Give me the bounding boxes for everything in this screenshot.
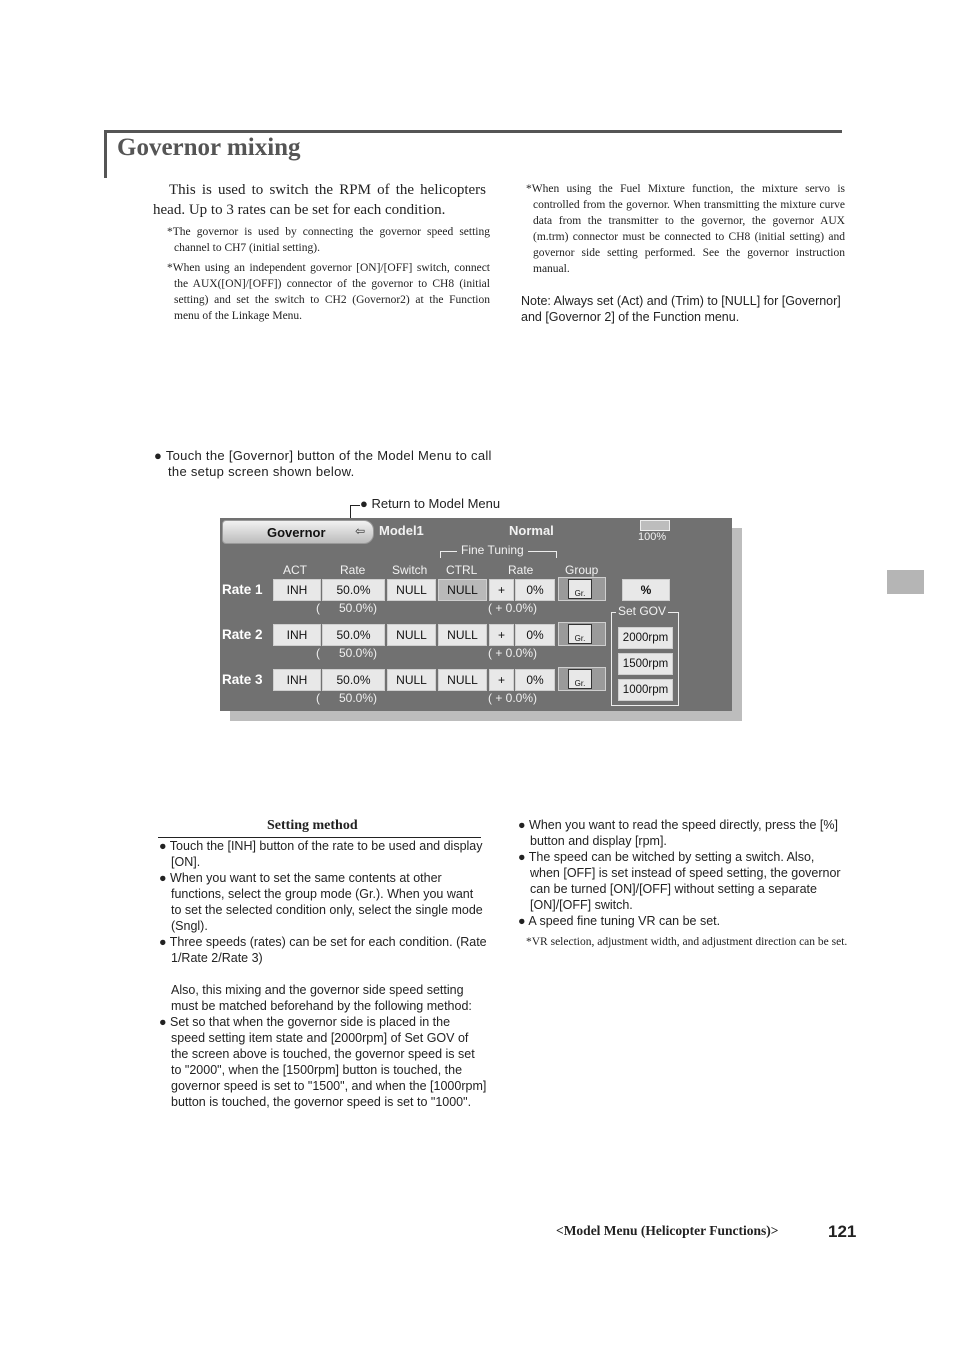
governor-tab-button[interactable]	[222, 520, 374, 544]
rate-3-switch-button[interactable]: NULL	[387, 669, 436, 691]
intro-paragraph: This is used to switch the RPM of the helicopters head. Up to 3 rates can be set for each condition.	[153, 182, 486, 218]
rate-1-act-button[interactable]: INH	[273, 579, 321, 601]
battery-icon	[640, 520, 670, 531]
rate-2-rate-sub: 50.0%)	[339, 646, 378, 660]
rate-3-sign-button[interactable]: +	[489, 669, 514, 691]
callout-line	[350, 505, 360, 506]
governor-tab-label: Governor	[267, 525, 326, 540]
setting-also-text: Also, this mixing and the governor side speed setting must be matched beforehand by the following method:	[171, 983, 472, 1013]
return-callout-label: ● Return to Model Menu	[360, 496, 501, 511]
header-switch: Switch	[392, 563, 428, 577]
setting-item-group-mode: ● When you want to set the same contents at other functions, select the group mode (Gr.). When you want to set the selected condition only, select the single mode (Sngl).	[159, 871, 483, 933]
rate-1-rate-button[interactable]: 50.0%	[322, 579, 385, 601]
rate-2-group-button[interactable]	[558, 622, 606, 646]
header-rate: Rate	[340, 563, 366, 577]
rate-1-switch-button[interactable]: NULL	[387, 579, 436, 601]
rate-3-label: Rate 3	[222, 672, 263, 687]
title-rule-left	[104, 130, 107, 178]
rate-3-act-button[interactable]: INH	[273, 669, 321, 691]
header-ctrl: CTRL	[446, 563, 478, 577]
fine-tuning-label: Fine Tuning	[457, 543, 528, 557]
rate-2-paren-open: (	[316, 646, 320, 660]
note-fuel-mixture: *When using the Fuel Mixture function, the mixture servo is controlled from the governor. When transmitting the mixture curve data from the transmitter to the governor, the governor AUX (m.trm) connector must be connected to CH8 (initial setting) and governor side setting performed. See the governor instruction manual.	[526, 183, 845, 275]
page-title: Governor mixing	[117, 134, 301, 161]
group-icon: Gr.	[568, 579, 592, 599]
setting-vr-note: *VR selection, adjustment width, and adjustment direction can be set.	[526, 936, 848, 948]
return-icon: ⇦	[355, 524, 366, 538]
header-act: ACT	[283, 563, 307, 577]
setting-item-set-gov: ● Set so that when the governor side is placed in the speed setting item state and [2000rpm] of Set GOV of the screen above is touched, the governor speed is set to "2000", when the [1500rpm] button is touched, the governor speed is set to "1500", and when the [1000rpm] button is touched, the governor speed is set to "1000".	[159, 1015, 487, 1109]
setting-left-column	[157, 838, 487, 1110]
rate-1-fine-rate-button[interactable]: 0%	[515, 579, 555, 601]
rate-2-fine-sub: ( + 0.0%)	[488, 646, 538, 660]
group-icon: Gr.	[568, 669, 592, 689]
setting-item-inh: ● Touch the [INH] button of the rate to be used and display [ON].	[159, 839, 483, 869]
rate-2-label: Rate 2	[222, 627, 263, 642]
rate-3-group-button[interactable]	[558, 667, 606, 691]
rate-2-act-button[interactable]: INH	[273, 624, 321, 646]
header-fine-rate: Rate	[508, 563, 534, 577]
rate-1-sign-button[interactable]: +	[489, 579, 514, 601]
rate-1-group-button[interactable]	[558, 577, 606, 601]
setting-item-fine-tuning: ● A speed fine tuning VR can be set.	[518, 914, 721, 928]
rate-2-ctrl-button[interactable]: NULL	[438, 624, 487, 646]
rate-3-fine-sub: ( + 0.0%)	[488, 691, 538, 705]
setting-item-switch: ● The speed can be witched by setting a switch. Also, when [OFF] is set instead of speed setting, the governor can be turned [ON]/[OFF] without setting a separate [ON]/[OFF] switch.	[518, 850, 841, 912]
condition-name: Normal	[509, 523, 554, 538]
page-number: 121	[828, 1222, 857, 1241]
note-governor-switch: *When using an independent governor [ON]/[OFF] switch, connect the AUX([ON]/[OFF]) connector of the governor to CH8 (initial setting) and set the switch to CH2 (Governor2) at the Function menu of the Linkage Menu.	[167, 262, 490, 322]
rate-2-sign-button[interactable]: +	[489, 624, 514, 646]
footer-section-title: <Model Menu (Helicopter Functions)>	[556, 1223, 779, 1238]
title-rule	[104, 130, 842, 133]
set-gov-2000-button[interactable]: 2000rpm	[618, 627, 673, 649]
rate-3-rate-sub: 50.0%)	[339, 691, 378, 705]
set-gov-1000-button[interactable]: 1000rpm	[618, 679, 673, 701]
battery-level: 100%	[638, 531, 667, 543]
set-gov-label: Set GOV	[618, 604, 667, 618]
set-gov-1500-button[interactable]: 1500rpm	[618, 653, 673, 675]
rate-2-switch-button[interactable]: NULL	[387, 624, 436, 646]
rate-1-label: Rate 1	[222, 582, 263, 597]
rate-1-fine-sub: ( + 0.0%)	[488, 601, 538, 615]
rate-3-ctrl-button[interactable]: NULL	[438, 669, 487, 691]
rate-1-rate-sub: 50.0%)	[339, 601, 378, 615]
rate-1-paren-open: (	[316, 601, 320, 615]
model-name: Model1	[379, 523, 424, 538]
percent-button[interactable]: %	[622, 579, 670, 601]
setting-item-three-speeds: ● Three speeds (rates) can be set for each condition. (Rate 1/Rate 2/Rate 3)	[159, 935, 487, 965]
rate-2-rate-button[interactable]: 50.0%	[322, 624, 385, 646]
rate-2-fine-rate-button[interactable]: 0%	[515, 624, 555, 646]
touch-instruction: ● Touch the [Governor] button of the Model Menu to call the setup screen shown below.	[154, 448, 492, 479]
setting-right-column	[516, 817, 846, 929]
rate-3-rate-button[interactable]: 50.0%	[322, 669, 385, 691]
group-icon: Gr.	[568, 624, 592, 644]
note-function-menu: Note: Always set (Act) and (Trim) to [NULL] for [Governor] and [Governor 2] of the Function menu.	[521, 294, 841, 324]
side-tab-marker	[887, 570, 924, 594]
rate-1-ctrl-button[interactable]: NULL	[438, 579, 487, 601]
setting-method-heading: Setting method	[267, 818, 358, 833]
rate-3-fine-rate-button[interactable]: 0%	[515, 669, 555, 691]
setting-item-read-speed: ● When you want to read the speed directly, press the [%] button and display [rpm].	[518, 818, 838, 848]
header-group: Group	[565, 563, 599, 577]
governor-screen	[220, 518, 732, 711]
note-governor-channel: *The governor is used by connecting the governor speed setting channel to CH7 (initial setting).	[167, 226, 490, 254]
rate-3-paren-open: (	[316, 691, 320, 705]
